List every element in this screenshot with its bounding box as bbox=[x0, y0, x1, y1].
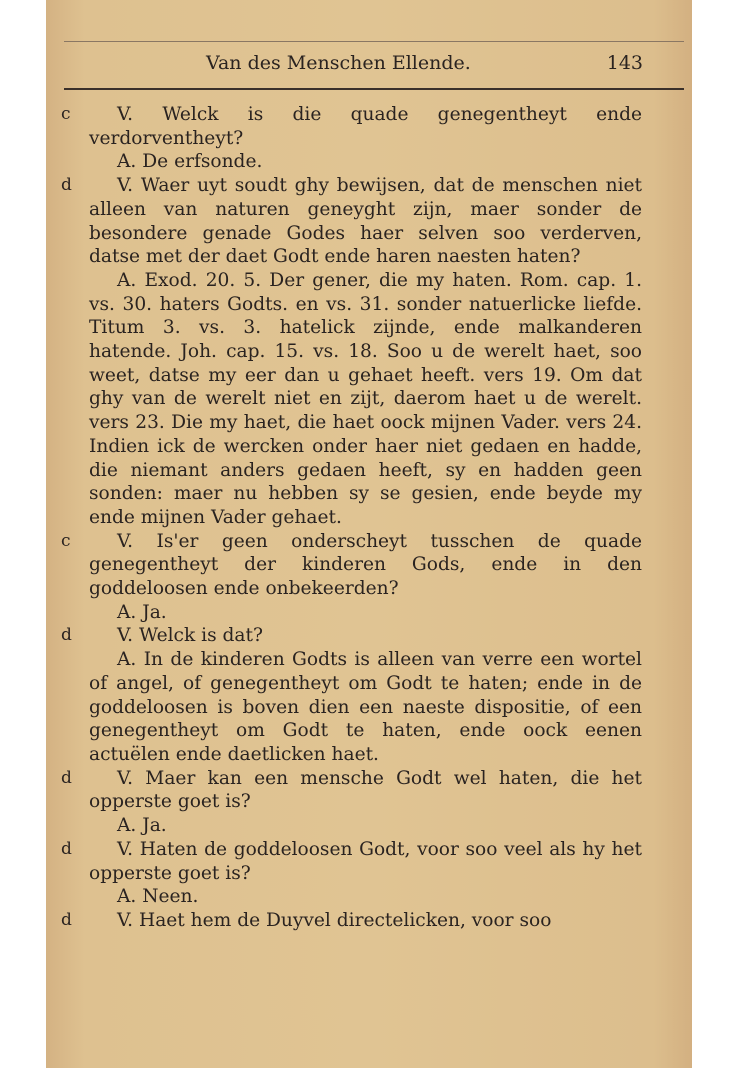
page-number: 143 bbox=[606, 52, 643, 74]
paragraph-text: V. Welck is die quade genegentheyt ende verdorventheyt? bbox=[89, 104, 642, 149]
answer-paragraph bbox=[46, 814, 642, 838]
question-paragraph bbox=[46, 530, 642, 601]
margin-marker: d bbox=[61, 838, 72, 859]
running-head bbox=[46, 52, 692, 80]
book-page bbox=[46, 0, 692, 1068]
question-paragraph bbox=[46, 767, 642, 814]
margin-marker: c bbox=[61, 104, 71, 124]
paragraph-text: A. Neen. bbox=[117, 886, 199, 908]
question-paragraph bbox=[46, 909, 642, 933]
paragraph-text: V. Maer kan een mensche Godt wel haten, die het opperste goet is? bbox=[89, 767, 642, 813]
paragraph-text: V. Haet hem de Duyvel directelicken, voor soo bbox=[117, 909, 552, 931]
margin-marker: d bbox=[61, 767, 72, 788]
answer-paragraph bbox=[46, 150, 642, 174]
question-paragraph bbox=[46, 838, 642, 885]
margin-marker: d bbox=[61, 625, 72, 646]
question-paragraph bbox=[46, 103, 642, 150]
question-paragraph bbox=[46, 174, 642, 269]
answer-paragraph bbox=[46, 648, 642, 767]
margin-marker: d bbox=[61, 175, 72, 196]
paragraph-text: V. Waer uyt soudt ghy bewijsen, dat de menschen niet alleen van naturen geneyght zijn, maer sonder de besondere genade Godes haer selven soo verderven, datse met der daet Godt ende haren naesten haten? bbox=[89, 175, 642, 268]
paragraph-text: A. Exod. 20. 5. Der gener, die my haten. Rom. cap. 1. vs. 30. haters Godts. en vs. 31. sonder natuerlicke liefde. Titum 3. vs. 3. hatelick zijnde, ende malkanderen hatende. Joh. cap. 15. vs. 18. Soo u de werelt haet, soo weet, datse my eer dan u gehaet heeft. vers 19. Om dat ghy van de werelt niet en zijt, daerom haet u de werelt. vers 23. Die my haet, die haet oock mijnen Vader. vers 24. Indien ick de wercken onder haer niet gedaen en hadde, die niemant anders gedaen heeft, sy en hadden geen sonden: maer nu hebben sy se gesien, ende beyde my ende mijnen Vader gehaet. bbox=[89, 269, 642, 528]
answer-paragraph bbox=[46, 885, 642, 909]
paragraph-text: A. Ja. bbox=[117, 815, 167, 837]
page-body bbox=[46, 103, 692, 933]
paragraph-text: V. Haten de goddeloosen Godt, voor soo veel als hy het opperste goet is? bbox=[89, 838, 642, 884]
margin-marker: c bbox=[61, 530, 71, 551]
top-rule bbox=[64, 41, 684, 42]
paragraph-text: V. Welck is dat? bbox=[117, 625, 263, 647]
header-rule bbox=[64, 88, 684, 90]
answer-paragraph bbox=[46, 269, 642, 530]
running-head-title: Van des Menschen Ellende. bbox=[206, 52, 471, 74]
paragraph-text: V. Is'er geen onderscheyt tusschen de quade genegentheyt der kinderen Gods, ende in den goddeloosen ende onbekeerden? bbox=[89, 530, 642, 600]
paragraph-text: A. De erfsonde. bbox=[117, 151, 263, 173]
paragraph-text: A. In de kinderen Godts is alleen van verre een wortel of angel, of genegentheyt om Godt te haten; ende in de goddeloosen is boven dien een naeste dispositie, of een genegentheyt om Godt te haten, ende oock eenen actuëlen ende daetlicken haet. bbox=[89, 649, 642, 765]
margin-marker: d bbox=[61, 909, 72, 930]
answer-paragraph bbox=[46, 601, 642, 625]
question-paragraph bbox=[46, 624, 642, 648]
paragraph-text: A. Ja. bbox=[117, 601, 167, 623]
